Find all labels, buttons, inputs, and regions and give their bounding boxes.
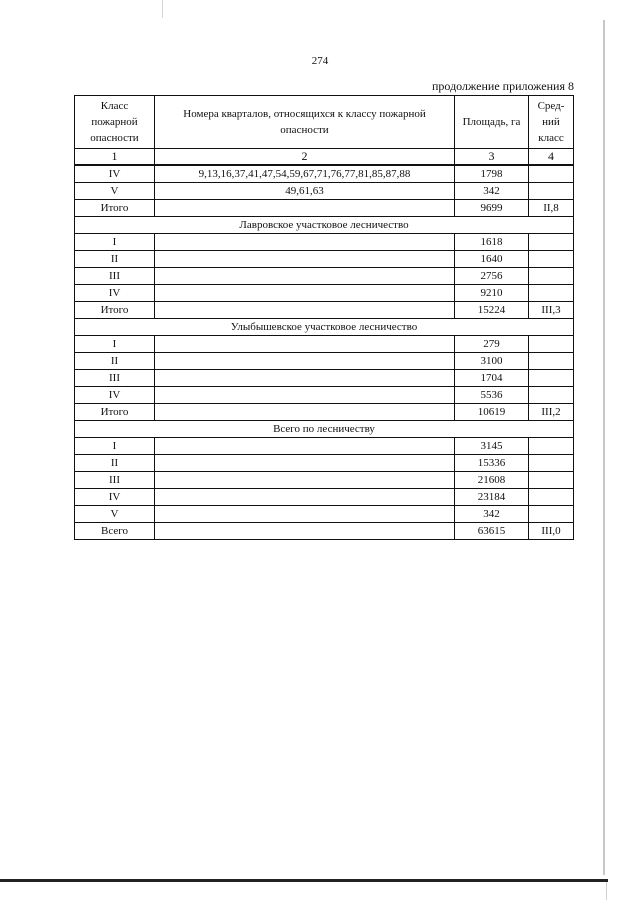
table-row	[75, 165, 574, 183]
fire-danger-class-table	[74, 95, 574, 540]
table-row	[75, 183, 574, 200]
area-cell: 5536	[455, 387, 529, 404]
fire-class-cell: IV	[75, 285, 155, 302]
section-title-row	[75, 421, 574, 438]
fire-class-cell: II	[75, 251, 155, 268]
area-cell: 1618	[455, 234, 529, 251]
table-row	[75, 438, 574, 455]
section-title-row	[75, 217, 574, 234]
section-title-lavrovskoe: Лавровское участковое лесничество	[75, 217, 574, 234]
average-class-cell	[529, 472, 574, 489]
total-area: 63615	[455, 523, 529, 540]
area-cell: 15336	[455, 455, 529, 472]
column-number: 2	[155, 149, 455, 166]
header-fire-class: Класс пожарной опасности	[75, 96, 155, 149]
quarters-cell	[155, 234, 455, 251]
fire-class-cell: I	[75, 234, 155, 251]
total-average-class: III,3	[529, 302, 574, 319]
fire-class-cell: IV	[75, 387, 155, 404]
quarters-cell	[155, 506, 455, 523]
table-row	[75, 489, 574, 506]
area-cell: 279	[455, 336, 529, 353]
total-row	[75, 302, 574, 319]
section-title-row	[75, 319, 574, 336]
column-numbers-row	[75, 149, 574, 166]
total-average-class: III,0	[529, 523, 574, 540]
section-title-ulybyshevskoe: Улыбышевское участковое лесничество	[75, 319, 574, 336]
fire-class-cell: III	[75, 268, 155, 285]
total-label: Итого	[75, 200, 155, 217]
fire-class-cell: IV	[75, 165, 155, 183]
scan-artifact-top	[162, 0, 163, 18]
fire-class-cell: V	[75, 183, 155, 200]
total-area: 15224	[455, 302, 529, 319]
fire-class-cell: III	[75, 370, 155, 387]
average-class-cell	[529, 353, 574, 370]
average-class-cell	[529, 285, 574, 302]
table-row	[75, 285, 574, 302]
quarters-cell	[155, 489, 455, 506]
scan-artifact-right-edge-lower	[606, 880, 607, 900]
total-area: 10619	[455, 404, 529, 421]
table-row	[75, 353, 574, 370]
total-label: Всего	[75, 523, 155, 540]
quarters-cell	[155, 251, 455, 268]
header-average-class: Сред-ний класс	[529, 96, 574, 149]
table-header-row	[75, 96, 574, 149]
quarters-cell	[155, 438, 455, 455]
fire-class-cell: II	[75, 455, 155, 472]
total-label: Итого	[75, 404, 155, 421]
table-row	[75, 251, 574, 268]
total-average-class: III,2	[529, 404, 574, 421]
table-row	[75, 370, 574, 387]
area-cell: 2756	[455, 268, 529, 285]
appendix-continuation-label: продолжение приложения 8	[432, 79, 574, 93]
total-label: Итого	[75, 302, 155, 319]
table-row	[75, 387, 574, 404]
table-row	[75, 336, 574, 353]
header-quarter-numbers: Номера кварталов, относящихся к классу пожарной опасности	[155, 96, 455, 149]
area-cell: 1798	[455, 165, 529, 183]
quarters-cell	[155, 370, 455, 387]
average-class-cell	[529, 370, 574, 387]
average-class-cell	[529, 165, 574, 183]
area-cell: 342	[455, 506, 529, 523]
area-cell: 21608	[455, 472, 529, 489]
quarters-cell	[155, 472, 455, 489]
average-class-cell	[529, 489, 574, 506]
header-area: Площадь, га	[455, 96, 529, 149]
total-average-class: II,8	[529, 200, 574, 217]
quarters-cell	[155, 455, 455, 472]
page-number: 274	[311, 55, 329, 67]
column-number: 1	[75, 149, 155, 166]
column-number: 3	[455, 149, 529, 166]
average-class-cell	[529, 268, 574, 285]
average-class-cell	[529, 183, 574, 200]
section-title-forestry-total: Всего по лесничеству	[75, 421, 574, 438]
fire-class-cell: II	[75, 353, 155, 370]
average-class-cell	[529, 387, 574, 404]
area-cell: 342	[455, 183, 529, 200]
scan-artifact-right-edge	[603, 20, 605, 875]
column-number: 4	[529, 149, 574, 166]
fire-class-cell: III	[75, 472, 155, 489]
fire-class-cell: I	[75, 336, 155, 353]
table-row	[75, 268, 574, 285]
table-row	[75, 472, 574, 489]
area-cell: 9210	[455, 285, 529, 302]
quarters-cell: 9,13,16,37,41,47,54,59,67,71,76,77,81,85,87,88	[155, 165, 455, 183]
table-row	[75, 234, 574, 251]
total-row	[75, 404, 574, 421]
quarters-cell: 49,61,63	[155, 183, 455, 200]
average-class-cell	[529, 506, 574, 523]
quarters-cell	[155, 404, 455, 421]
average-class-cell	[529, 336, 574, 353]
area-cell: 3145	[455, 438, 529, 455]
fire-class-cell: I	[75, 438, 155, 455]
area-cell: 1640	[455, 251, 529, 268]
area-cell: 23184	[455, 489, 529, 506]
fire-class-cell: V	[75, 506, 155, 523]
area-cell: 1704	[455, 370, 529, 387]
table-row	[75, 455, 574, 472]
quarters-cell	[155, 302, 455, 319]
fire-class-cell: IV	[75, 489, 155, 506]
quarters-cell	[155, 285, 455, 302]
table-row	[75, 506, 574, 523]
average-class-cell	[529, 438, 574, 455]
quarters-cell	[155, 268, 455, 285]
quarters-cell	[155, 523, 455, 540]
quarters-cell	[155, 387, 455, 404]
average-class-cell	[529, 234, 574, 251]
total-row	[75, 523, 574, 540]
scan-artifact-bottom-line	[0, 879, 608, 882]
total-area: 9699	[455, 200, 529, 217]
area-cell: 3100	[455, 353, 529, 370]
average-class-cell	[529, 251, 574, 268]
quarters-cell	[155, 200, 455, 217]
quarters-cell	[155, 336, 455, 353]
quarters-cell	[155, 353, 455, 370]
average-class-cell	[529, 455, 574, 472]
total-row	[75, 200, 574, 217]
